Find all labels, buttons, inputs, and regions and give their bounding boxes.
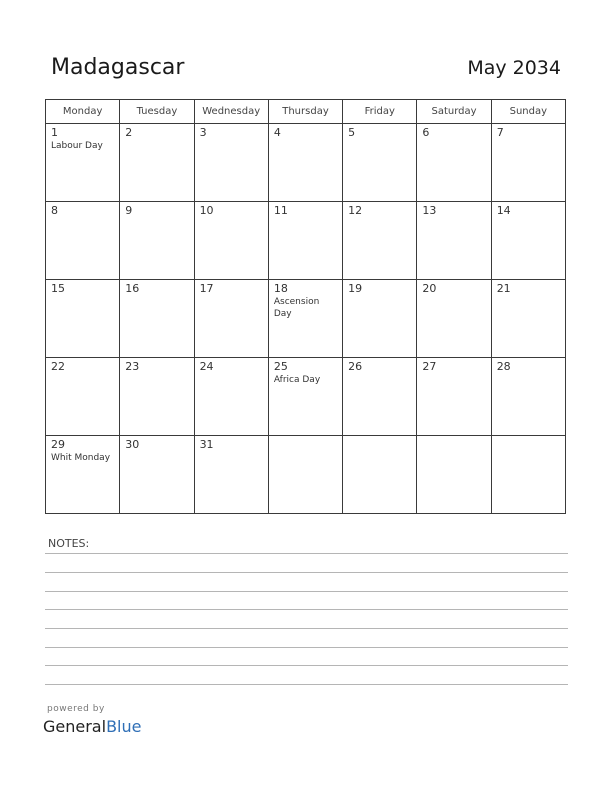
- day-cell-content: [343, 280, 416, 296]
- notes-label: NOTES:: [48, 537, 90, 550]
- day-cell-content: [343, 202, 416, 218]
- month-year-title: May 2034: [467, 57, 561, 79]
- day-number: 29: [51, 438, 65, 451]
- day-cell: [194, 202, 268, 280]
- week-row: [46, 124, 566, 202]
- day-number: 4: [273, 126, 281, 139]
- day-cell: [491, 436, 565, 514]
- brand-blue: Blue: [106, 717, 142, 736]
- day-cell: [491, 124, 565, 202]
- day-cell-content: [195, 280, 268, 296]
- day-cell: [120, 436, 194, 514]
- day-cell: [120, 202, 194, 280]
- day-cell: [268, 280, 342, 358]
- weekday-header: Monday: [46, 100, 120, 124]
- day-cell-content: [120, 124, 193, 140]
- day-cell: [343, 124, 417, 202]
- day-cell-content: [195, 436, 268, 452]
- notes-line: [45, 572, 568, 573]
- weekday-header: Tuesday: [120, 100, 194, 124]
- notes-line: [45, 684, 568, 685]
- day-cell: [343, 436, 417, 514]
- day-cell: [417, 124, 491, 202]
- day-cell-content: [492, 280, 565, 296]
- day-cell-content: [269, 358, 342, 386]
- day-cell-content: [269, 280, 342, 320]
- day-cell: [268, 436, 342, 514]
- weekday-header: Thursday: [268, 100, 342, 124]
- day-cell-content: [343, 358, 416, 374]
- day-cell-content: [492, 436, 565, 438]
- day-cell-content: [343, 124, 416, 140]
- day-number: 14: [496, 204, 511, 217]
- brand-general: General: [43, 717, 107, 736]
- brand-logo[interactable]: [43, 717, 141, 736]
- powered-by-text: powered by: [47, 704, 105, 714]
- day-cell: [46, 124, 120, 202]
- day-cell: [343, 280, 417, 358]
- day-cell-content: [46, 436, 119, 464]
- notes-line: [45, 647, 568, 648]
- day-number: 13: [422, 204, 437, 217]
- day-cell: [194, 280, 268, 358]
- day-cell-content: [195, 124, 268, 140]
- day-cell: [120, 124, 194, 202]
- day-number: 1: [51, 126, 58, 139]
- day-cell-content: [46, 358, 119, 374]
- day-number: 10: [199, 204, 214, 217]
- day-cell-content: [46, 124, 119, 152]
- day-cell: [268, 202, 342, 280]
- day-cell: [194, 358, 268, 436]
- day-number: 31: [199, 438, 214, 451]
- day-number: 27: [422, 360, 437, 373]
- day-cell: [268, 358, 342, 436]
- day-number: 16: [125, 282, 140, 295]
- day-cell-content: [417, 124, 490, 140]
- day-cell-content: [46, 202, 119, 218]
- day-cell-content: [417, 280, 490, 296]
- day-cell-content: [269, 202, 342, 218]
- day-cell-content: [492, 358, 565, 374]
- day-cell: [343, 358, 417, 436]
- day-cell: [417, 202, 491, 280]
- weekday-header: Saturday: [417, 100, 491, 124]
- day-cell-content: [120, 358, 193, 374]
- day-number: 3: [199, 126, 207, 139]
- holiday-label: Ascension Day: [273, 297, 320, 319]
- day-cell: [120, 358, 194, 436]
- day-number: 20: [422, 282, 437, 295]
- day-cell: [491, 358, 565, 436]
- day-cell-content: [120, 202, 193, 218]
- day-number: 24: [199, 360, 214, 373]
- week-row: [46, 358, 566, 436]
- calendar-grid: [45, 99, 566, 514]
- day-cell: [417, 358, 491, 436]
- holiday-label: Whit Monday: [51, 453, 111, 463]
- day-cell-content: [417, 436, 490, 438]
- day-number: 15: [51, 282, 65, 295]
- day-cell-content: [343, 436, 416, 438]
- day-number: 21: [496, 282, 511, 295]
- day-number: 2: [125, 126, 133, 139]
- week-row: [46, 436, 566, 514]
- weekday-header: Friday: [343, 100, 417, 124]
- day-number: 5: [348, 126, 356, 139]
- day-number: 18: [273, 282, 288, 295]
- day-number: 8: [51, 204, 58, 217]
- day-cell-content: [46, 280, 119, 296]
- day-number: 25: [273, 360, 288, 373]
- notes-line: [45, 591, 568, 592]
- holiday-label: Labour Day: [51, 141, 103, 151]
- day-number: 30: [125, 438, 140, 451]
- week-row: [46, 202, 566, 280]
- day-cell-content: [195, 202, 268, 218]
- day-cell-content: [120, 436, 193, 452]
- day-cell-content: [195, 358, 268, 374]
- day-cell-content: [269, 124, 342, 140]
- notes-line: [45, 609, 568, 610]
- day-cell: [491, 202, 565, 280]
- day-number: 6: [422, 126, 430, 139]
- weekday-header: Wednesday: [194, 100, 268, 124]
- day-cell: [46, 202, 120, 280]
- day-number: 12: [348, 204, 363, 217]
- notes-line: [45, 628, 568, 629]
- day-cell: [46, 436, 120, 514]
- day-cell: [46, 358, 120, 436]
- notes-line: [45, 553, 568, 554]
- day-number: 11: [273, 204, 288, 217]
- weekday-header: Sunday: [491, 100, 565, 124]
- weekday-header-row: [46, 100, 566, 124]
- day-cell: [120, 280, 194, 358]
- day-cell-content: [492, 202, 565, 218]
- notes-line: [45, 665, 568, 666]
- country-title: Madagascar: [51, 55, 185, 80]
- day-cell-content: [492, 124, 565, 140]
- day-cell-content: [120, 280, 193, 296]
- week-row: [46, 280, 566, 358]
- day-cell: [46, 280, 120, 358]
- holiday-label: Africa Day: [273, 375, 321, 385]
- day-cell: [194, 124, 268, 202]
- day-cell: [417, 436, 491, 514]
- day-cell-content: [417, 358, 490, 374]
- day-number: 9: [125, 204, 133, 217]
- day-cell: [194, 436, 268, 514]
- day-cell: [491, 280, 565, 358]
- day-number: 7: [496, 126, 504, 139]
- day-cell-content: [269, 436, 342, 438]
- day-cell-content: [417, 202, 490, 218]
- day-cell: [343, 202, 417, 280]
- day-number: 19: [348, 282, 363, 295]
- day-cell: [268, 124, 342, 202]
- day-cell: [417, 280, 491, 358]
- day-number: 22: [51, 360, 65, 373]
- day-number: 23: [125, 360, 140, 373]
- day-number: 17: [199, 282, 214, 295]
- day-number: 28: [496, 360, 511, 373]
- day-number: 26: [348, 360, 363, 373]
